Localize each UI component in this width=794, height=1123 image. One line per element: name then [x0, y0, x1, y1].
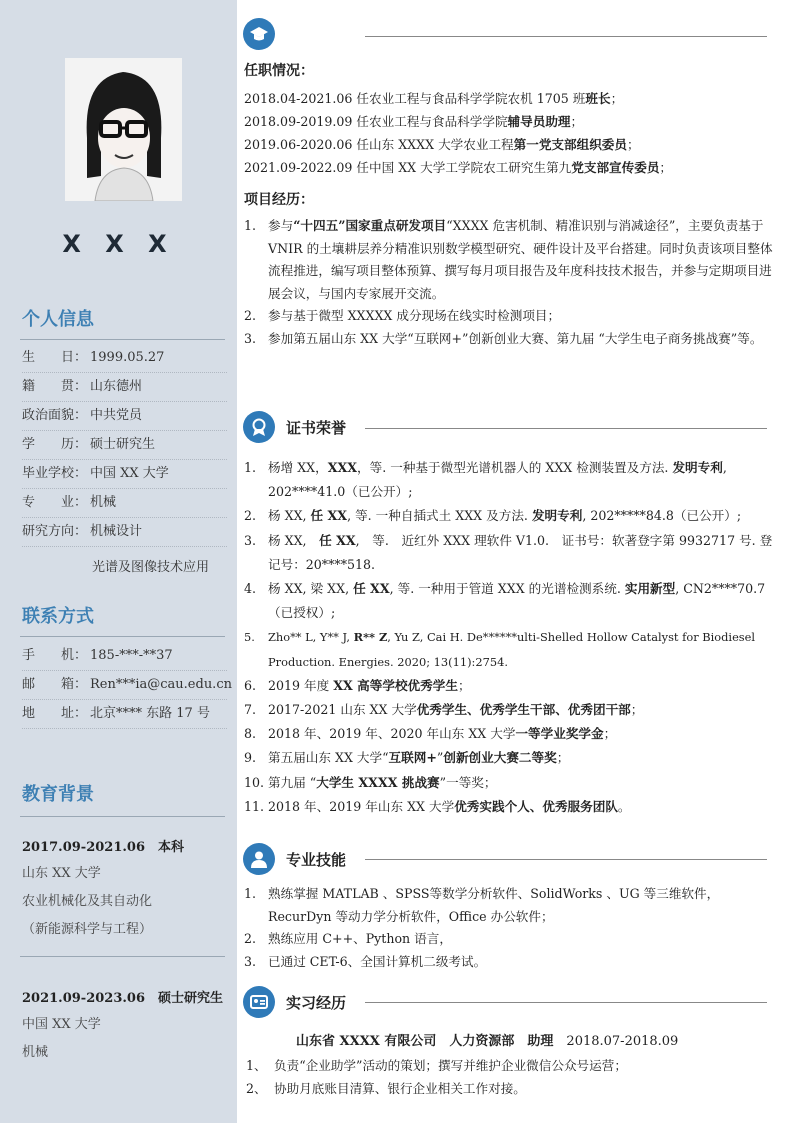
- contact-label: 邮 箱：: [22, 677, 88, 692]
- list-item: [244, 928, 774, 951]
- internship-title: 实习经历: [286, 994, 347, 1012]
- item-number: 1.: [244, 886, 257, 901]
- divider: [20, 339, 225, 340]
- edu-period: 2021.09-2023.06 硕士研究生: [22, 991, 224, 1006]
- project-text: 参与基于微型 XXXXX 成分现场在线实时检测项目；: [268, 308, 561, 323]
- list-item: [246, 1078, 776, 1101]
- item-number: 2.: [244, 308, 257, 323]
- edu-major: 机械: [22, 1045, 49, 1060]
- divider: [365, 428, 767, 429]
- contact-row: [22, 700, 227, 729]
- edu-school: 山东 XX 大学: [22, 866, 101, 881]
- list-item: [244, 504, 774, 528]
- info-value: 1999.05.27: [90, 350, 165, 365]
- info-label: 毕业学校：: [22, 466, 88, 481]
- item-number: 3.: [244, 532, 257, 548]
- edu-school: 中国 XX 大学: [22, 1017, 101, 1032]
- position-role: 党支部宣传委员: [571, 160, 660, 175]
- item-number: 11.: [244, 798, 265, 814]
- internship-text: 协助月底账目清算、银行企业相关工作对接。: [274, 1080, 526, 1096]
- internship-text: 负责“企业助学”活动的策划；撰写并维护企业微信公众号运营；: [274, 1058, 627, 1073]
- item-number: 6.: [244, 677, 257, 693]
- internship-header: 山东省 XXXX 有限公司 人力资源部 助理 2018.07-2018.09: [296, 1034, 679, 1049]
- list-item: [244, 771, 774, 795]
- item-number: 4.: [244, 581, 257, 597]
- item-number: 2、: [246, 1080, 267, 1096]
- project-text: 参加第五届山东 XX 大学“互联网+”创新创业大赛、第九届 “大学生电子商务挑战赛”等。: [268, 330, 763, 346]
- info-value: 山东德州: [90, 379, 143, 394]
- list-item: [244, 328, 774, 351]
- cert-list: [244, 456, 774, 819]
- contact-label: 手 机：: [22, 648, 88, 663]
- info-value: 硕士研究生: [90, 437, 156, 452]
- divider: [20, 956, 225, 957]
- position-item: [244, 88, 623, 107]
- list-item: [244, 456, 774, 504]
- project-text: 参与: [268, 218, 294, 233]
- item-number: 1、: [246, 1058, 267, 1073]
- info-value: 中国 XX 大学: [90, 466, 169, 481]
- position-item: [244, 134, 640, 153]
- position-role: 辅导员助理: [507, 114, 571, 129]
- list-item: [244, 883, 774, 928]
- info-label: 政治面貌：: [22, 408, 88, 423]
- info-value: 机械设计: [90, 524, 143, 539]
- divider: [20, 816, 225, 817]
- info-row: [22, 431, 227, 460]
- internship-list: [246, 1055, 776, 1100]
- position-item: [244, 157, 672, 176]
- list-item: [244, 951, 774, 974]
- contact-value: 185-***-**37: [90, 648, 173, 663]
- item-number: 3.: [244, 953, 257, 969]
- list-item: [246, 1055, 776, 1078]
- item-number: 2.: [244, 508, 257, 524]
- item-number: 10.: [244, 774, 265, 790]
- list-item: [244, 577, 774, 625]
- contact-value: 北京**** 东路 17 号: [90, 706, 210, 721]
- contact-title: 联系方式: [22, 606, 94, 627]
- position-text: 2019.06-2020.06 任山东 XXXX 大学农业工程: [244, 137, 514, 152]
- award-icon: [243, 411, 275, 443]
- list-item: [244, 722, 774, 746]
- info-label: 专 业：: [22, 495, 88, 510]
- position-punct: ；: [626, 137, 640, 152]
- list-item: [244, 529, 774, 577]
- skill-list: [244, 883, 774, 973]
- contact-row: [22, 671, 232, 700]
- contact-value[interactable]: Ren***ia@cau.edu.cn: [90, 677, 232, 692]
- item-number: 7.: [244, 702, 257, 718]
- cert-text: 杨增 XX，XXX，等. 一种基于微型光谱机器人的 XXX 检测装置及方法. 发明专利, 202****41.0（已公开）;: [268, 460, 727, 500]
- position-punct: ；: [610, 91, 624, 106]
- position-text: 2018.04-2021.06 任农业工程与食品科学学院农机 1705 班: [244, 91, 586, 106]
- position-punct: ；: [570, 114, 584, 129]
- skill-text: 熟练应用 C++、Python 语言，: [268, 931, 452, 946]
- info-label: 学 历：: [22, 437, 88, 452]
- item-number: 5.: [244, 630, 255, 645]
- info-value: 机械: [90, 495, 117, 510]
- position-role: 班长: [585, 91, 611, 106]
- avatar: [65, 58, 182, 201]
- personal-info-title: 个人信息: [22, 309, 94, 330]
- skills-title: 专业技能: [286, 851, 347, 869]
- skill-text: 熟练掌握 MATLAB 、SPSS等数学分析软件、SolidWorks 、UG 等三维软件，RecurDyn 等动力学分析软件，Office 办公软件；: [268, 886, 720, 924]
- graduation-cap-icon: [243, 18, 275, 50]
- certs-title: 证书荣誉: [286, 419, 347, 437]
- id-card-icon: [243, 986, 275, 1018]
- position-text: 2021.09-2022.09 任中国 XX 大学工学院农工研究生第九: [244, 160, 572, 175]
- info-row: [22, 489, 227, 518]
- divider: [20, 636, 225, 637]
- divider: [365, 859, 767, 860]
- position-role: 第一党支部组织委员: [513, 137, 627, 152]
- edu-major-note: （新能源科学与工程）: [22, 922, 153, 937]
- cert-text: 2019 年度 XX 高等学校优秀学生；: [268, 677, 471, 693]
- edu-period: 2017.09-2021.06 本科: [22, 840, 185, 855]
- list-item: [244, 215, 774, 305]
- contact-row: [22, 642, 227, 671]
- edu-major: 农业机械化及其自动化: [22, 894, 153, 909]
- info-row: [22, 518, 227, 547]
- cert-text: 杨 XX, 任 XX, 等. 近红外 XXX 理软件 V1.0. 证书号：软著登字第 9932717 号. 登记号：20****518.: [268, 532, 773, 572]
- info-label: 研究方向：: [22, 524, 88, 539]
- positions-title: 任职情况：: [244, 63, 314, 79]
- cert-text: 第九届 “大学生 XXXX 挑战赛”一等奖；: [268, 774, 497, 790]
- position-punct: ；: [659, 160, 673, 175]
- cert-text: 杨 XX, 任 XX, 等. 一种自插式土 XXX 及方法. 发明专利, 202*****84.8（已公开）;: [268, 508, 742, 524]
- info-label: 生 日：: [22, 350, 88, 365]
- cert-text: 2018 年、2019 年、2020 年山东 XX 大学一等学业奖学金；: [268, 726, 617, 742]
- item-number: 3.: [244, 330, 257, 346]
- item-number: 9.: [244, 750, 257, 766]
- user-icon: [243, 843, 275, 875]
- research-direction-extra: 光谱及图像技术应用: [92, 560, 210, 575]
- info-row: [22, 402, 227, 431]
- cert-text: 2017-2021 山东 XX 大学优秀学生、优秀学生干部、优秀团干部；: [268, 702, 644, 718]
- skill-text: 已通过 CET-6、全国计算机二级考试。: [268, 953, 487, 969]
- list-item: [244, 746, 774, 770]
- project-highlight: “十四五”国家重点研发项目: [293, 218, 447, 233]
- info-row: [22, 373, 227, 402]
- list-item: [244, 305, 774, 328]
- cert-text: 杨 XX, 梁 XX, 任 XX, 等. 一种用于管道 XXX 的光谱检测系统. 实用新型, CN2****70.7（已授权）;: [268, 581, 766, 621]
- project-list: [244, 215, 774, 350]
- item-number: 1.: [244, 218, 257, 233]
- info-row: [22, 460, 227, 489]
- position-item: [244, 111, 583, 130]
- info-label: 籍 贯：: [22, 379, 88, 394]
- list-item: [244, 698, 774, 722]
- project-text: “XXXX 危害机制、精准识别与消减途径”，主要负责基于 VNIR 的土壤耕层养分精准识别数学模型研究、硬件设计及平台搭建。同时负责该项目整体流程推进，编写项目整体预算、撰写每月项目报告及年度科技技术报告，并参与定期项目进展会议，与国内专家展开交流。: [268, 218, 773, 301]
- item-number: 1.: [244, 460, 257, 475]
- cert-text: 2018 年、2019 年山东 XX 大学优秀实践个人、优秀服务团队。: [268, 798, 631, 814]
- item-number: 8.: [244, 726, 257, 742]
- info-value: 中共党员: [90, 408, 143, 423]
- cert-text: 第五届山东 XX 大学“互联网+”创新创业大赛二等奖；: [268, 750, 570, 766]
- education-title: 教育背景: [22, 784, 94, 805]
- list-item: [244, 625, 774, 673]
- info-row: [22, 344, 227, 373]
- list-item: [244, 674, 774, 698]
- position-text: 2018.09-2019.09 任农业工程与食品科学学院: [244, 114, 508, 129]
- item-number: 2.: [244, 931, 257, 946]
- list-item: [244, 795, 774, 819]
- contact-label: 地 址：: [22, 706, 88, 721]
- candidate-name: X X X: [62, 230, 175, 258]
- cert-text: Zho** L, Y** J, R** Z, Yu Z, Cai H. De******ulti-Shelled Hollow Catalyst for Biodiesel Production. Energies. 2020; 13(11):2754.: [268, 630, 756, 669]
- projects-title: 项目经历：: [244, 192, 314, 208]
- divider: [365, 1002, 767, 1003]
- divider: [365, 36, 767, 37]
